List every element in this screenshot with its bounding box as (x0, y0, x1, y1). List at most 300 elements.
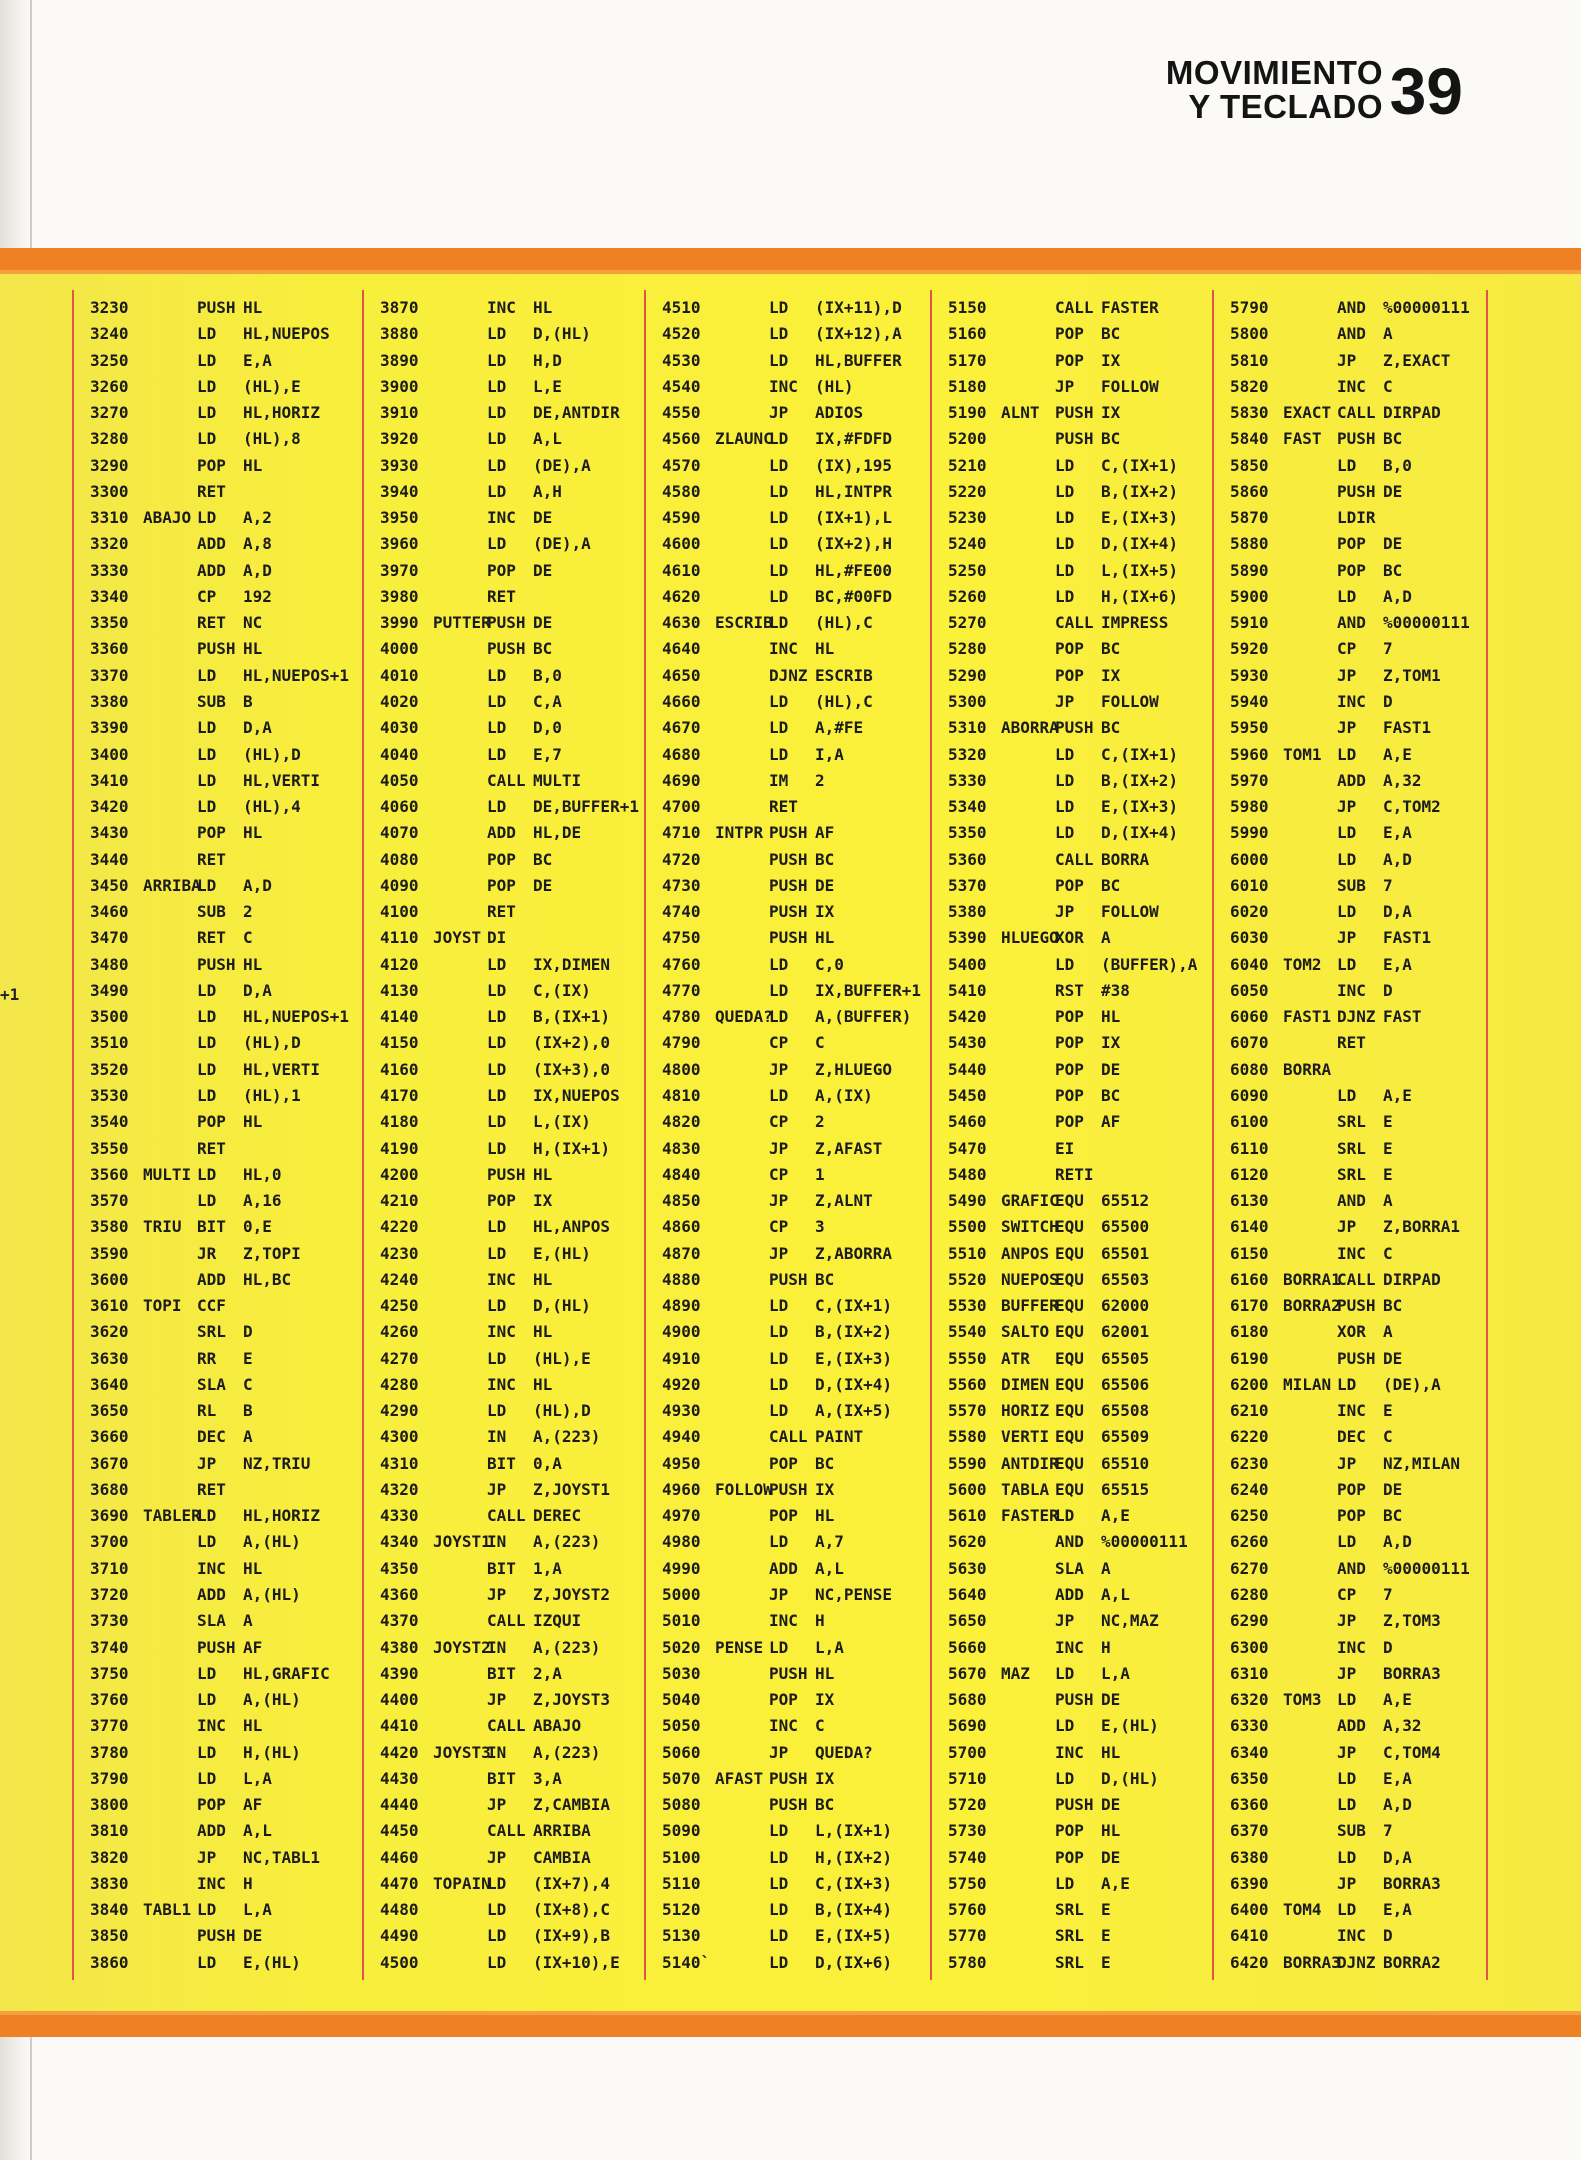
line-opcode: LD (197, 403, 217, 423)
line-opcode: INC (197, 1558, 226, 1578)
line-operand: E,A (1383, 1900, 1412, 1920)
line-number: 4700 (662, 797, 701, 817)
line-operand: NZ,MILAN (1383, 1453, 1461, 1473)
line-number: 3290 (90, 455, 129, 475)
column-rule (1212, 290, 1214, 1980)
line-opcode: PUSH (197, 1637, 236, 1657)
line-number: 3390 (90, 718, 129, 738)
line-number: 4610 (662, 560, 701, 580)
code-line (1230, 374, 1486, 400)
line-number: 6140 (1230, 1217, 1269, 1237)
code-line (662, 321, 928, 347)
line-number: 3400 (90, 744, 129, 764)
code-line (90, 742, 358, 768)
line-opcode: POP (1337, 1479, 1366, 1499)
line-number: 5720 (948, 1795, 987, 1815)
line-number: 4760 (662, 954, 701, 974)
line-number: 5170 (948, 350, 987, 370)
line-label: ALNT (1001, 403, 1040, 423)
code-line (948, 453, 1210, 479)
line-number: 4020 (380, 691, 419, 711)
line-operand: (HL),D (243, 744, 301, 764)
line-number: 3920 (380, 429, 419, 449)
line-operand: DIRPAD (1383, 1269, 1441, 1289)
line-operand: BC,#00FD (815, 586, 893, 606)
line-operand: BC (1101, 875, 1121, 895)
line-number: 5180 (948, 376, 987, 396)
code-line (948, 1529, 1210, 1555)
line-label: FAST (1283, 429, 1322, 449)
line-opcode: POP (487, 560, 516, 580)
line-operand: IX,BUFFER+1 (815, 980, 921, 1000)
line-operand: HL,NUEPOS (243, 324, 330, 344)
line-number: 5900 (1230, 586, 1269, 606)
line-number: 5380 (948, 902, 987, 922)
code-line (662, 689, 928, 715)
line-operand: %00000111 (1383, 613, 1470, 633)
line-opcode: POP (197, 1112, 226, 1132)
line-number: 6290 (1230, 1611, 1269, 1631)
line-opcode: ADD (769, 1558, 798, 1578)
line-number: 6280 (1230, 1585, 1269, 1605)
line-operand: IX (815, 1479, 835, 1499)
line-number: 5930 (1230, 665, 1269, 685)
line-operand: HL (815, 639, 835, 659)
line-opcode: EQU (1055, 1374, 1084, 1394)
line-opcode: POP (1055, 1085, 1084, 1105)
line-opcode: AND (1337, 1191, 1366, 1211)
line-number: 5890 (1230, 560, 1269, 580)
code-line (662, 558, 928, 584)
line-operand: IX,#FDFD (815, 429, 893, 449)
line-operand: AF (815, 823, 835, 843)
code-line (1230, 820, 1486, 846)
line-number: 4710 (662, 823, 701, 843)
section-title (1023, 56, 1383, 124)
line-opcode: IN (487, 1427, 507, 1447)
code-line (948, 1372, 1210, 1398)
line-operand: DIRPAD (1383, 403, 1441, 423)
code-line (1230, 1713, 1486, 1739)
code-line (380, 1661, 642, 1687)
line-opcode: LD (769, 1007, 789, 1027)
line-opcode: EQU (1055, 1322, 1084, 1342)
line-operand: Z,TOM1 (1383, 665, 1441, 685)
code-line (1230, 715, 1486, 741)
line-operand: D,A (1383, 902, 1412, 922)
line-operand: DE (1383, 481, 1403, 501)
code-line (948, 1346, 1210, 1372)
line-operand: Z,EXACT (1383, 350, 1451, 370)
code-line (662, 426, 928, 452)
line-opcode: INC (487, 298, 516, 317)
line-number: 4220 (380, 1217, 419, 1237)
line-number: 3420 (90, 797, 129, 817)
line-opcode: BIT (487, 1768, 516, 1788)
line-number: 6130 (1230, 1191, 1269, 1211)
code-line (90, 1740, 358, 1766)
line-opcode: SLA (1055, 1558, 1084, 1578)
line-opcode: JP (769, 1138, 789, 1158)
line-operand: L,(IX+5) (1101, 560, 1179, 580)
line-number: 5620 (948, 1532, 987, 1552)
line-number: 4260 (380, 1322, 419, 1342)
line-opcode: LD (487, 1085, 507, 1105)
code-line (380, 1451, 642, 1477)
line-opcode: LD (197, 875, 217, 895)
line-number: 5870 (1230, 508, 1269, 528)
line-opcode: ADD (1337, 1716, 1366, 1736)
page-number: 39 (1389, 54, 1463, 128)
code-line (380, 610, 642, 636)
line-opcode: LD (487, 1401, 507, 1421)
line-operand: A,L (1101, 1585, 1130, 1605)
line-number: 3770 (90, 1716, 129, 1736)
code-line (948, 715, 1210, 741)
line-opcode: SUB (1337, 1821, 1366, 1841)
line-number: 4410 (380, 1716, 419, 1736)
line-opcode: LD (487, 1007, 507, 1027)
code-line (90, 636, 358, 662)
code-line (90, 1057, 358, 1083)
line-operand: 2,A (533, 1663, 562, 1683)
line-opcode: JP (769, 1191, 789, 1211)
line-number: 4350 (380, 1558, 419, 1578)
line-number: 4030 (380, 718, 419, 738)
line-number: 5500 (948, 1217, 987, 1237)
line-number: 6170 (1230, 1296, 1269, 1316)
code-line (662, 1529, 928, 1555)
line-number: 6180 (1230, 1322, 1269, 1342)
line-opcode: POP (197, 1795, 226, 1815)
line-opcode: EQU (1055, 1296, 1084, 1316)
code-line (1230, 1556, 1486, 1582)
line-operand: A,E (1383, 744, 1412, 764)
line-number: 5260 (948, 586, 987, 606)
line-operand: BC (1101, 1085, 1121, 1105)
line-opcode: LD (1337, 849, 1357, 869)
line-operand: DE (1101, 1847, 1121, 1867)
line-operand: FOLLOW (1101, 376, 1159, 396)
code-line (948, 479, 1210, 505)
line-number: 3540 (90, 1112, 129, 1132)
line-number: 4850 (662, 1191, 701, 1211)
line-opcode: LD (769, 1821, 789, 1841)
code-line (662, 1451, 928, 1477)
line-number: 4800 (662, 1059, 701, 1079)
line-number: 4820 (662, 1112, 701, 1132)
line-opcode: ADD (197, 560, 226, 580)
line-opcode: JP (1055, 1611, 1075, 1631)
line-opcode: LD (487, 1217, 507, 1237)
line-number: 4510 (662, 298, 701, 317)
line-number: 3360 (90, 639, 129, 659)
line-opcode: POP (769, 1506, 798, 1526)
line-number: 4310 (380, 1453, 419, 1473)
line-opcode: LD (197, 665, 217, 685)
code-line (662, 1424, 928, 1450)
line-label: ARRIBA (143, 875, 201, 895)
line-opcode: LD (769, 1348, 789, 1368)
line-number: 5010 (662, 1611, 701, 1631)
line-opcode: SRL (197, 1322, 226, 1342)
line-opcode: LD (1055, 1663, 1075, 1683)
line-operand: A,(HL) (243, 1690, 301, 1710)
line-number: 5480 (948, 1164, 987, 1184)
line-number: 4940 (662, 1427, 701, 1447)
code-line (662, 1923, 928, 1949)
line-operand: C (815, 1716, 825, 1736)
line-label: FAST1 (1283, 1007, 1332, 1027)
line-operand: BC (1101, 429, 1121, 449)
line-number: 5250 (948, 560, 987, 580)
line-operand: (IX),195 (815, 455, 893, 475)
line-operand: (HL),E (243, 376, 301, 396)
code-line (90, 1346, 358, 1372)
section-title-line: MOVIMIENTO (1165, 54, 1383, 91)
line-opcode: LD (769, 691, 789, 711)
line-label: PUTTER (433, 613, 491, 633)
code-line (662, 1241, 928, 1267)
line-operand: (IX+1),L (815, 508, 893, 528)
code-line (380, 453, 642, 479)
line-opcode: JP (487, 1585, 507, 1605)
line-opcode: AND (1055, 1532, 1084, 1552)
line-opcode: LD (1337, 1532, 1357, 1552)
line-opcode: CCF (197, 1296, 226, 1316)
line-number: 4420 (380, 1742, 419, 1762)
code-line (662, 1057, 928, 1083)
code-line (1230, 899, 1486, 925)
line-number: 4860 (662, 1217, 701, 1237)
line-number: 5110 (662, 1873, 701, 1893)
line-number: 4450 (380, 1821, 419, 1841)
line-opcode: LD (487, 1348, 507, 1368)
line-operand: DE (1383, 1479, 1403, 1499)
line-operand: HL,NUEPOS+1 (243, 1007, 349, 1027)
line-operand: B,(IX+1) (533, 1007, 611, 1027)
code-line (90, 1451, 358, 1477)
line-label: BORRA3 (1283, 1952, 1341, 1972)
line-operand: HL,BUFFER (815, 350, 902, 370)
line-number: 6050 (1230, 980, 1269, 1000)
code-line (380, 374, 642, 400)
code-line (662, 1109, 928, 1135)
line-number: 3760 (90, 1690, 129, 1710)
code-line (1230, 1792, 1486, 1818)
line-number: 3530 (90, 1085, 129, 1105)
line-opcode: POP (1337, 1506, 1366, 1526)
line-operand: IX,DIMEN (533, 954, 611, 974)
code-line (380, 1740, 642, 1766)
line-operand: A,7 (815, 1532, 844, 1552)
line-number: 3700 (90, 1532, 129, 1552)
code-line (90, 1950, 358, 1976)
line-number: 6270 (1230, 1558, 1269, 1578)
margin-mark: +1 (0, 985, 20, 1004)
line-operand: 192 (243, 586, 272, 606)
line-opcode: LD (1337, 455, 1357, 475)
line-operand: D,(IX+4) (1101, 534, 1179, 554)
line-opcode: LD (769, 298, 789, 317)
line-number: 4380 (380, 1637, 419, 1657)
line-operand: D,(IX+4) (815, 1374, 893, 1394)
line-opcode: LD (769, 1401, 789, 1421)
code-line (90, 453, 358, 479)
line-label: GRAFIC (1001, 1191, 1059, 1211)
line-opcode: PUSH (769, 1269, 808, 1289)
line-number: 5810 (1230, 350, 1269, 370)
line-label: ABORRA (1001, 718, 1059, 738)
line-opcode: LD (487, 1873, 507, 1893)
code-line (948, 689, 1210, 715)
code-line (1230, 1897, 1486, 1923)
line-label: JOYST (433, 928, 482, 948)
line-operand: A,(223) (533, 1427, 601, 1447)
line-opcode: PUSH (769, 875, 808, 895)
line-number: 3630 (90, 1348, 129, 1368)
line-number: 6000 (1230, 849, 1269, 869)
line-number: 4300 (380, 1427, 419, 1447)
code-line (948, 1661, 1210, 1687)
code-line (1230, 1451, 1486, 1477)
line-operand: E,A (1383, 954, 1412, 974)
line-operand: DE (815, 875, 835, 895)
code-line (380, 321, 642, 347)
line-number: 3450 (90, 875, 129, 895)
line-number: 6220 (1230, 1427, 1269, 1447)
line-operand: HL (1101, 1742, 1121, 1762)
line-opcode: SLA (197, 1611, 226, 1631)
line-opcode: IN (487, 1742, 507, 1762)
code-line (662, 610, 928, 636)
code-line (948, 426, 1210, 452)
line-label: BUFFER (1001, 1296, 1059, 1316)
line-number: 3660 (90, 1427, 129, 1447)
line-number: 5030 (662, 1663, 701, 1683)
line-operand: C,A (533, 691, 562, 711)
line-number: 5790 (1230, 298, 1269, 317)
line-operand: IX (815, 1768, 835, 1788)
line-label: TOM1 (1283, 744, 1322, 764)
line-opcode: LD (487, 665, 507, 685)
line-opcode: LD (197, 1768, 217, 1788)
line-label: JOYST3 (433, 1742, 491, 1762)
line-opcode: LD (769, 1873, 789, 1893)
line-operand: 65509 (1101, 1427, 1150, 1447)
line-operand: DE (1383, 534, 1403, 554)
line-number: 3590 (90, 1243, 129, 1263)
code-line (90, 1687, 358, 1713)
line-operand: B (243, 1401, 253, 1421)
code-line (380, 1319, 642, 1345)
line-number: 5540 (948, 1322, 987, 1342)
code-line (662, 1740, 928, 1766)
line-opcode: LD (769, 1085, 789, 1105)
code-line (662, 978, 928, 1004)
line-operand: HL (533, 1322, 553, 1342)
line-number: 5300 (948, 691, 987, 711)
line-operand: DE (243, 1926, 263, 1946)
line-label: EXACT (1283, 403, 1332, 423)
line-operand: CAMBIA (533, 1847, 591, 1867)
line-opcode: LD (487, 534, 507, 554)
line-number: 4480 (380, 1900, 419, 1920)
line-number: 3780 (90, 1742, 129, 1762)
code-line (662, 925, 928, 951)
line-operand: A (1383, 1191, 1393, 1211)
line-number: 4870 (662, 1243, 701, 1263)
line-operand: A,(223) (533, 1637, 601, 1657)
line-opcode: JP (1337, 1742, 1357, 1762)
code-line (90, 978, 358, 1004)
line-number: 6200 (1230, 1374, 1269, 1394)
code-line (90, 1241, 358, 1267)
line-number: 3340 (90, 586, 129, 606)
line-number: 4170 (380, 1085, 419, 1105)
line-number: 3650 (90, 1401, 129, 1421)
line-number: 5860 (1230, 481, 1269, 501)
line-number: 4100 (380, 902, 419, 922)
line-number: 5680 (948, 1690, 987, 1710)
line-opcode: INC (487, 508, 516, 528)
line-opcode: LD (197, 1085, 217, 1105)
line-operand: 65503 (1101, 1269, 1150, 1289)
line-operand: E (1383, 1164, 1393, 1184)
line-operand: 3,A (533, 1768, 562, 1788)
code-line (380, 505, 642, 531)
line-opcode: LD (487, 744, 507, 764)
line-number: 4540 (662, 376, 701, 396)
line-number: 6360 (1230, 1795, 1269, 1815)
line-opcode: LD (769, 508, 789, 528)
line-number: 3970 (380, 560, 419, 580)
line-operand: 2 (815, 1112, 825, 1132)
code-line (90, 715, 358, 741)
code-line (1230, 1845, 1486, 1871)
line-label: FOLLOW (715, 1479, 773, 1499)
line-operand: A (1101, 928, 1111, 948)
code-line (90, 479, 358, 505)
line-number: 5040 (662, 1690, 701, 1710)
code-line (948, 348, 1210, 374)
code-line (662, 1030, 928, 1056)
code-line (90, 1766, 358, 1792)
code-line (662, 348, 928, 374)
line-operand: E (243, 1348, 253, 1368)
line-number: 5340 (948, 797, 987, 817)
line-opcode: CALL (1337, 1269, 1376, 1289)
code-line (90, 1319, 358, 1345)
line-opcode: EQU (1055, 1427, 1084, 1447)
code-line (1230, 768, 1486, 794)
line-label: NUEPOS (1001, 1269, 1059, 1289)
line-label: HORIZ (1001, 1401, 1050, 1421)
line-number: 5420 (948, 1007, 987, 1027)
code-line (948, 1608, 1210, 1634)
line-number: 4690 (662, 770, 701, 790)
line-operand: 7 (1383, 875, 1393, 895)
code-line (90, 1188, 358, 1214)
line-number: 4660 (662, 691, 701, 711)
code-line (948, 558, 1210, 584)
line-number: 4290 (380, 1401, 419, 1421)
code-line (380, 978, 642, 1004)
code-line (948, 1897, 1210, 1923)
code-line (948, 1109, 1210, 1135)
code-line (948, 952, 1210, 978)
code-line (1230, 1372, 1486, 1398)
